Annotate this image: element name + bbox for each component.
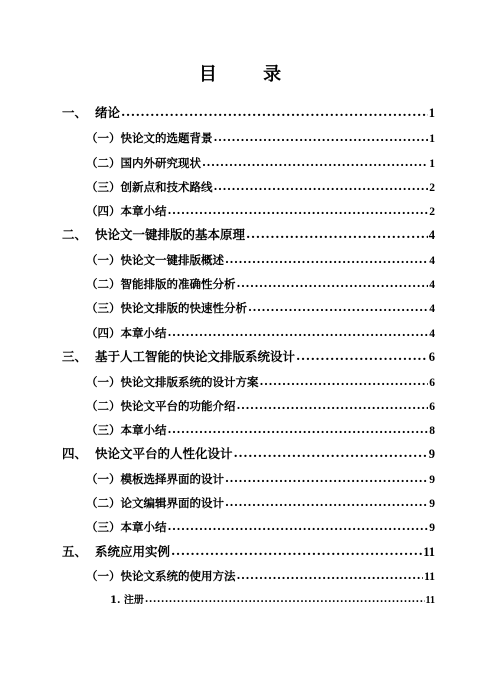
- toc-entry-19[interactable]: [62, 544, 435, 560]
- toc-entry-17[interactable]: [86, 495, 435, 511]
- toc-entry-text: （二）论文编辑界面的设计: [86, 496, 224, 510]
- toc-entry-text: （四）本章小结: [86, 204, 167, 218]
- toc-entry-20[interactable]: [86, 568, 435, 584]
- toc-entry-page: 9: [429, 522, 435, 534]
- toc-entry-text: （一）模板选择界面的设计: [86, 472, 224, 486]
- toc-entry-page: 11: [425, 595, 435, 606]
- toc-leader-dots: [171, 543, 422, 559]
- toc-leader-dots: [260, 373, 429, 389]
- toc-entry-number: 四、: [62, 446, 88, 461]
- toc-entry-21[interactable]: [110, 593, 435, 609]
- toc-entry-text: （一）快论文系统的使用方法: [86, 569, 236, 583]
- toc-entry-page: 1: [429, 133, 435, 145]
- toc-entry-15[interactable]: [62, 446, 435, 462]
- toc-entry-7[interactable]: [86, 252, 435, 268]
- toc-entry-text: 系统应用实例: [95, 544, 171, 559]
- toc-entry-number: 三、: [62, 349, 88, 364]
- toc-entry-text: （三）快论文排版的快速性分析: [86, 301, 247, 315]
- toc-entry-page: 1: [428, 106, 435, 120]
- toc-entry-text: （一）快论文排版系统的设计方案: [86, 375, 259, 389]
- toc-entry-number: 二、: [62, 227, 88, 242]
- toc-leader-dots: [214, 129, 429, 145]
- toc-leader-dots: [202, 154, 428, 170]
- toc-entry-text: （一）快论文的选题背景: [86, 131, 213, 145]
- toc-entry-page: 4: [429, 279, 435, 291]
- toc-entry-page: 1: [429, 158, 435, 170]
- toc-entry-text: 快论文平台的人性化设计: [95, 446, 233, 461]
- toc-entry-text: （一）快论文一键排版概述: [86, 253, 224, 267]
- toc-entry-11[interactable]: [62, 349, 435, 365]
- toc-entry-9[interactable]: [86, 300, 435, 316]
- toc-entry-page: 6: [429, 401, 435, 413]
- toc-leader-dots: [234, 445, 428, 461]
- toc-entry-text: 1. 注册: [110, 595, 144, 606]
- toc-entry-page: 9: [429, 474, 435, 486]
- toc-entry-4[interactable]: [86, 179, 435, 195]
- toc-entry-16[interactable]: [86, 471, 435, 487]
- toc-leader-dots: [214, 178, 429, 194]
- toc-entry-number: 一、: [62, 105, 88, 120]
- toc-leader-dots: [237, 567, 424, 583]
- toc-entry-18[interactable]: [86, 519, 435, 535]
- toc-entry-text: （三）本章小结: [86, 423, 167, 437]
- toc-leader-dots: [168, 324, 429, 340]
- toc-entry-page: 4: [429, 328, 435, 340]
- toc-title: 目 录: [198, 64, 302, 85]
- toc-leader-dots: [225, 494, 428, 510]
- toc-entry-text: 快论文一键排版的基本原理: [95, 227, 246, 242]
- toc-leader-dots: [168, 202, 429, 218]
- toc-leader-dots: [225, 470, 428, 486]
- toc-leader-dots: [246, 226, 428, 242]
- toc-entry-text: （二）国内外研究现状: [86, 156, 201, 170]
- toc-entry-number: 五、: [62, 544, 88, 559]
- toc-entry-10[interactable]: [86, 325, 435, 341]
- toc-leader-dots: [168, 518, 429, 534]
- toc-entry-page: 4: [429, 303, 435, 315]
- toc-entry-text: 绪论: [95, 105, 121, 120]
- toc-entry-3[interactable]: [86, 155, 435, 171]
- toc-leader-dots: [237, 397, 429, 413]
- toc-entry-14[interactable]: [86, 422, 435, 438]
- toc-entry-page: 6: [428, 350, 435, 364]
- toc-entry-page: 9: [428, 447, 435, 461]
- toc-entry-text: （四）本章小结: [86, 326, 167, 340]
- toc-entry-13[interactable]: [86, 398, 435, 414]
- toc-entry-text: 基于人工智能的快论文排版系统设计: [95, 349, 296, 364]
- toc-entry-8[interactable]: [86, 276, 435, 292]
- toc-entry-text: （二）快论文平台的功能介绍: [86, 399, 236, 413]
- toc-leader-dots: [248, 299, 428, 315]
- toc-entry-page: 8: [429, 425, 435, 437]
- toc-leader-dots: [296, 348, 428, 364]
- toc-entry-page: 2: [429, 182, 435, 194]
- toc-entry-2[interactable]: [86, 130, 435, 146]
- toc-entry-page: 4: [428, 228, 435, 242]
- toc-leader-dots: [237, 275, 429, 291]
- toc-entry-6[interactable]: [62, 227, 435, 243]
- toc-entry-page: 9: [429, 498, 435, 510]
- toc-entry-page: 11: [423, 545, 435, 559]
- toc-entry-1[interactable]: [62, 105, 435, 121]
- toc-entry-text: （三）本章小结: [86, 520, 167, 534]
- toc-entry-page: 2: [429, 206, 435, 218]
- toc-entry-page: 4: [429, 255, 435, 267]
- toc-leader-dots: [145, 592, 425, 608]
- toc-entry-text: （三）创新点和技术路线: [86, 180, 213, 194]
- toc-leader-dots: [168, 421, 429, 437]
- toc-entry-text: （二）智能排版的准确性分析: [86, 277, 236, 291]
- toc-entry-page: 6: [429, 377, 435, 389]
- toc-leader-dots: [121, 104, 428, 120]
- toc-entry-12[interactable]: [86, 374, 435, 390]
- toc-leader-dots: [225, 251, 428, 267]
- toc-entry-5[interactable]: [86, 203, 435, 219]
- toc-entry-page: 11: [424, 571, 435, 583]
